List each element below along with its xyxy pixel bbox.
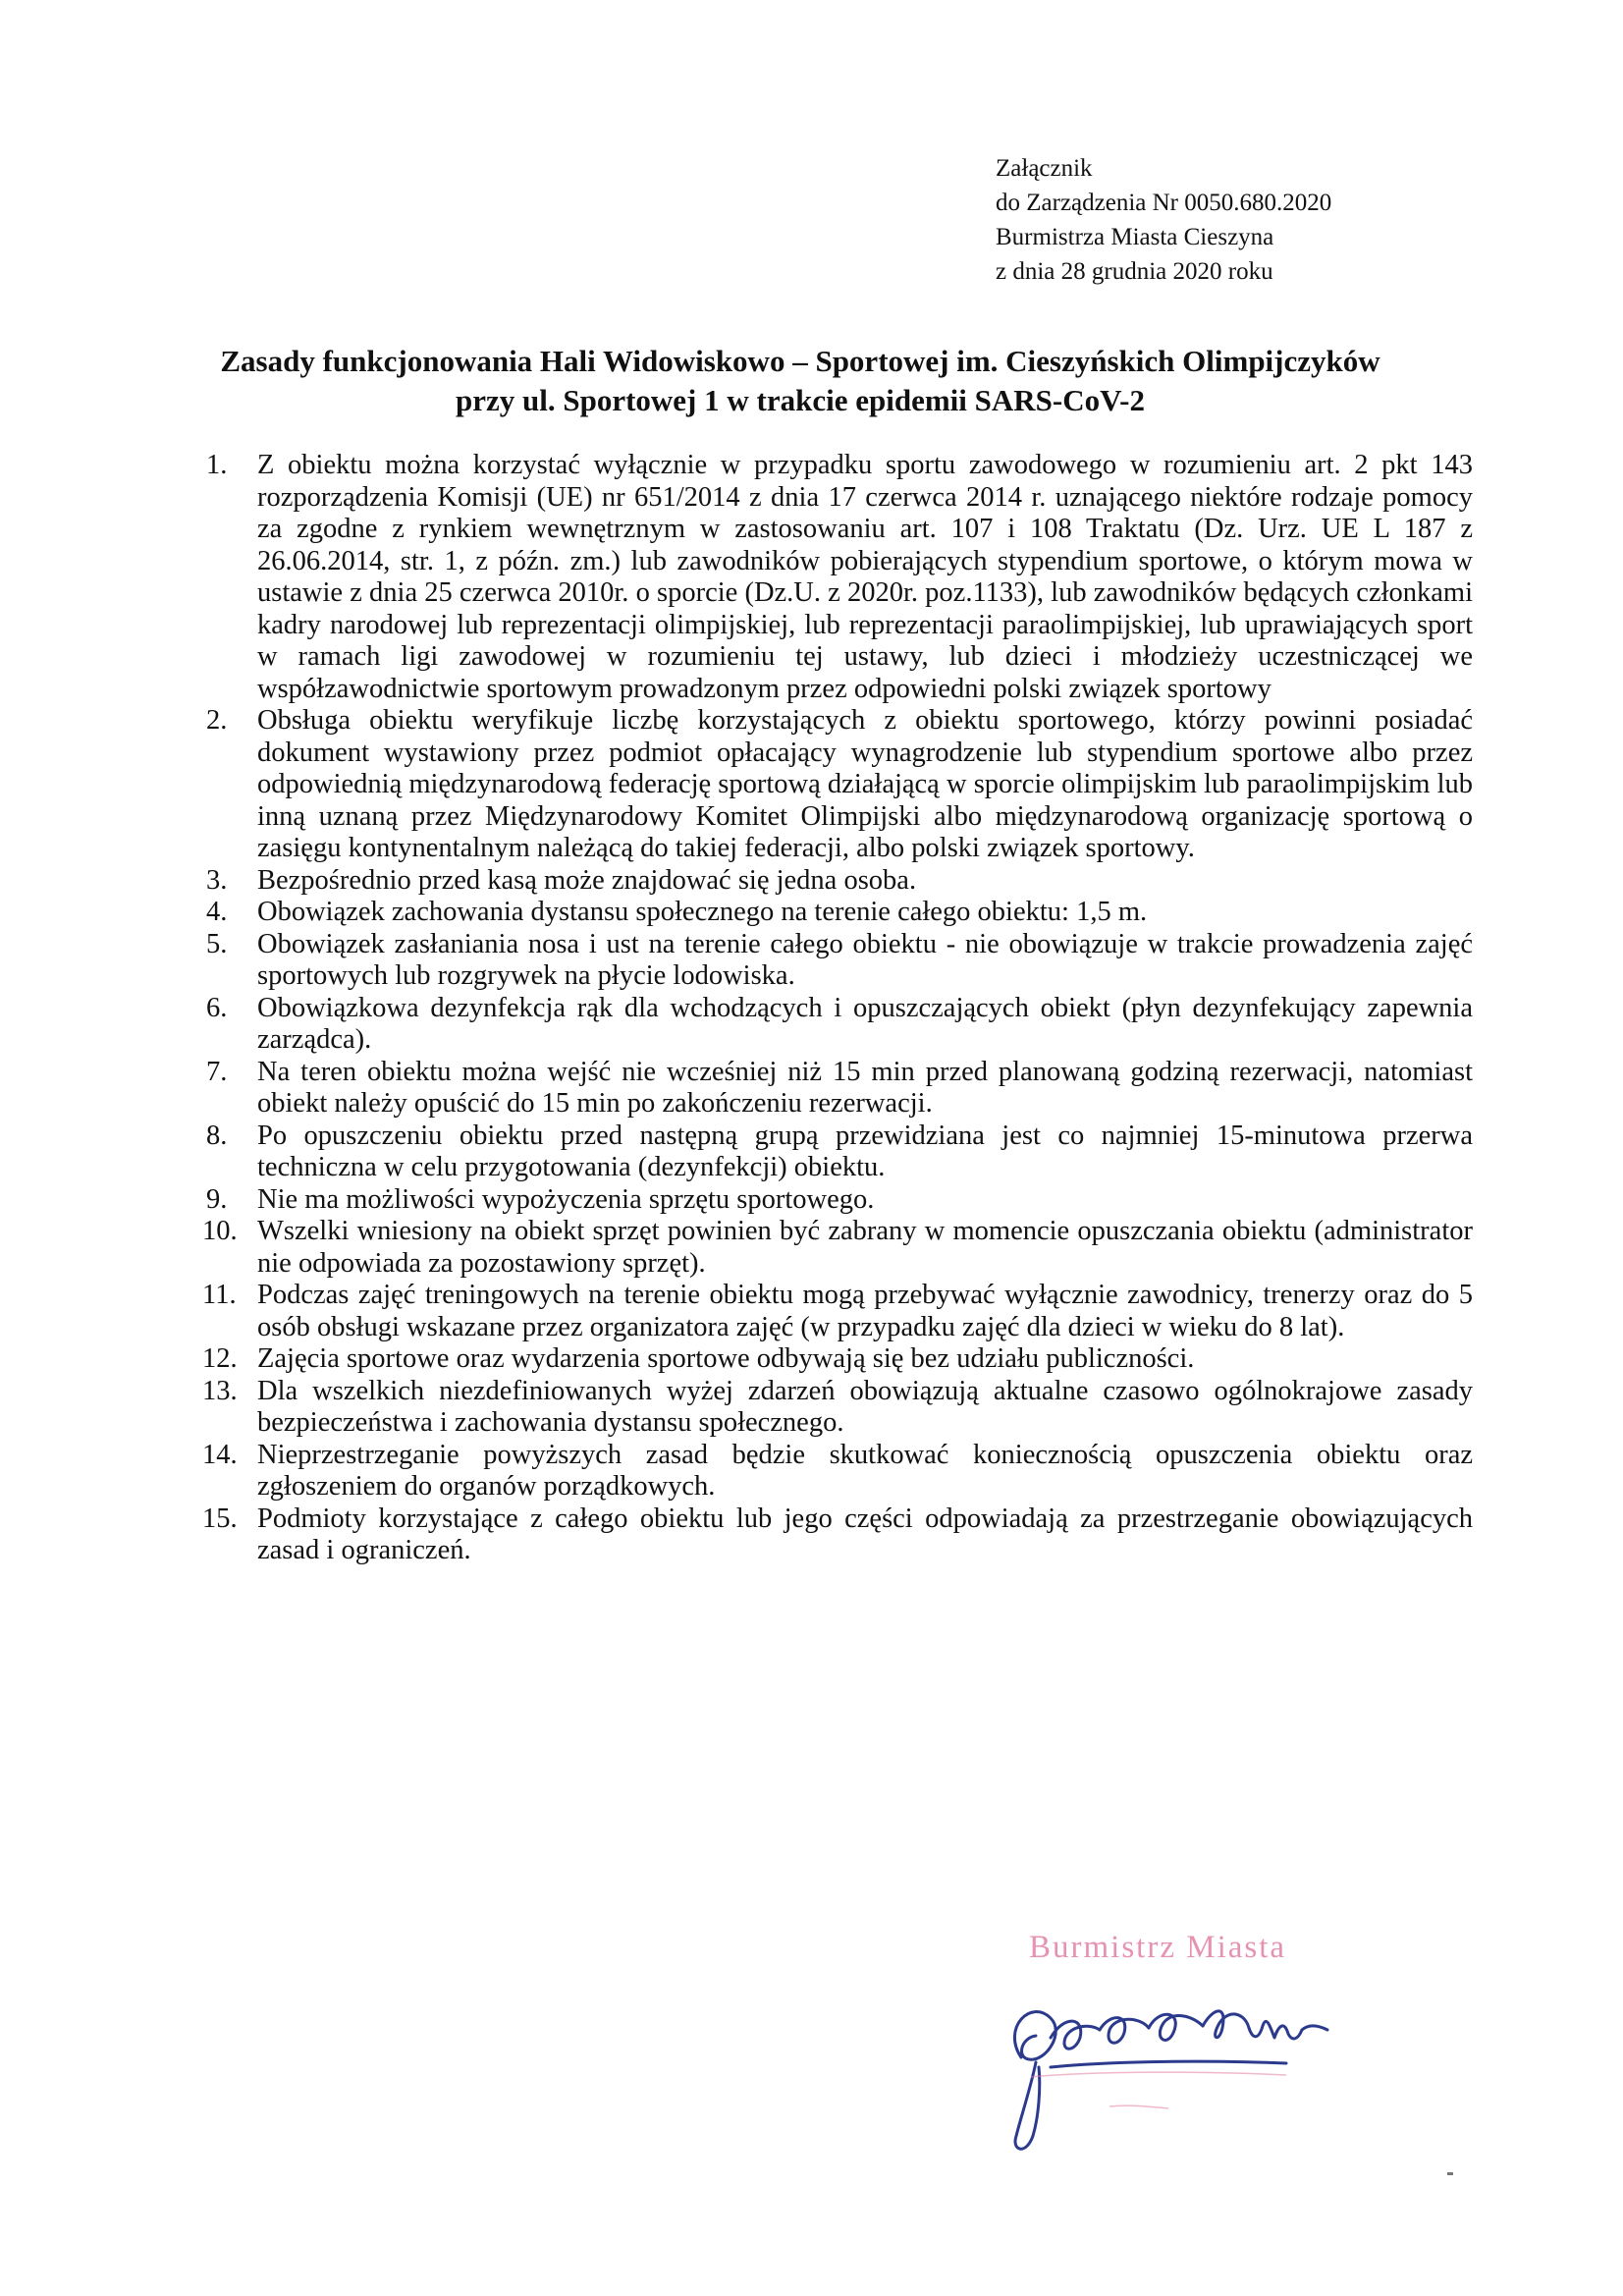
attachment-header xyxy=(996,151,1331,289)
rule-number: 2. xyxy=(206,705,228,736)
header-line-4: z dnia 28 grudnia 2020 roku xyxy=(996,258,1273,285)
rule-text: Nieprzestrzeganie powyższych zasad będzie skutkować koniecznością opuszczenia obiektu oraz zgłoszeniem do organów porządkowych. xyxy=(257,1439,1473,1502)
rule-number: 5. xyxy=(206,928,228,959)
signature-area xyxy=(992,1930,1365,2165)
rule-item xyxy=(202,1503,1473,1567)
rule-item xyxy=(202,1216,1473,1280)
rule-item xyxy=(206,705,1473,865)
rule-item xyxy=(202,1343,1473,1376)
rule-text: Obowiązek zasłaniania nosa i ust na terenie całego obiektu - nie obowiązuje w trakcie prowadzenia zajęć sportowych lub rozgrywek na płycie lodowiska. xyxy=(257,928,1473,991)
rule-text: Podczas zajęć treningowych na terenie obiektu mogą przebywać wyłącznie zawodnicy, trenerzy oraz do 5 osób obsługi wskazane przez organizatora zajęć (w przypadku zajęć dla dzieci w wieku do 8 lat). xyxy=(257,1280,1473,1342)
rule-item xyxy=(206,865,1473,898)
rules-list xyxy=(202,450,1473,1567)
rule-text: Na teren obiektu można wejść nie wcześniej niż 15 min przed planowaną godziną rezerwacji, natomiast obiekt należy opuścić do 15 min po zakończeniu rezerwacji. xyxy=(257,1056,1473,1119)
rule-text: Z obiektu można korzystać wyłącznie w przypadku sportu zawodowego w rozumieniu art. 2 pkt 143 rozporządzenia Komisji (UE) nr 651/2014 z dnia 17 czerwca 2014 r. uznającego niektóre rodzaje pomocy za zgodne z rynkiem wewnętrznym w zastosowaniu art. 107 i 108 Traktatu (Dz. Urz. UE L 187 z 26.06.2014, str. 1, z późn. zm.) lub zawodników pobierających stypendium sportowe, o którym mowa w ustawie z dnia 25 czerwca 2010r. o sporcie (Dz.U. z 2020r. poz.1133), lub zawodników będących członkami kadry narodowej lub reprezentacji olimpijskiej, lub reprezentacji paraolimpijskiej, lub uprawiających sport w ramach ligi zawodowej w rozumieniu tej ustawy, lub dzieci i młodzieży uczestniczącej we współzawodnictwie sportowym prowadzonym przez odpowiedni polski związek sportowy xyxy=(257,450,1473,704)
title-line-2: przy ul. Sportowej 1 w trakcie epidemii SARS-CoV-2 xyxy=(455,383,1146,417)
rule-text: Obsługa obiektu weryfikuje liczbę korzystających z obiektu sportowego, którzy powinni posiadać dokument wystawiony przez podmiot opłacający wynagrodzenie lub stypendium sportowe albo przez odpowiednią międzynarodową federację sportową działającą w sporcie olimpijskim lub paraolimpijskim lub inną uznaną przez Międzynarodowy Komitet Olimpijski albo międzynarodową organizację sportową o zasięgu kontynentalnym należącą do takiej federacji, albo polski związek sportowy. xyxy=(257,705,1473,863)
rule-text: Po opuszczeniu obiektu przed następną grupą przewidziana jest co najmniej 15-minutowa przerwa techniczna w celu przygotowania (dezynfekcji) obiektu. xyxy=(257,1120,1473,1182)
rule-text: Wszelki wniesiony na obiekt sprzęt powinien być zabrany w momencie opuszczania obiektu (administrator nie odpowiada za pozostawiony sprzęt). xyxy=(257,1216,1473,1279)
rule-text: Bezpośrednio przed kasą może znajdować się jedna osoba. xyxy=(257,864,917,896)
rule-item xyxy=(202,1439,1473,1503)
rule-text: Nie ma możliwości wypożyczenia sprzętu sportowego. xyxy=(257,1183,875,1215)
rule-number: 14. xyxy=(202,1439,238,1470)
rule-number: 12. xyxy=(202,1343,238,1374)
rule-text: Podmioty korzystające z całego obiektu lub jego części odpowiadają za przestrzeganie obowiązujących zasad i ograniczeń. xyxy=(257,1503,1473,1565)
header-line-2: do Zarządzenia Nr 0050.680.2020 xyxy=(996,190,1332,216)
rule-number: 13. xyxy=(202,1375,238,1406)
rule-text: Obowiązek zachowania dystansu społecznego na terenie całego obiektu: 1,5 m. xyxy=(257,897,1148,927)
rule-text: Dla wszelkich niezdefiniowanych wyżej zdarzeń obowiązują aktualne czasowo ogólnokrajowe zasady bezpieczeństwa i zachowania dystansu społecznego. xyxy=(257,1375,1473,1438)
rule-number: 11. xyxy=(202,1280,237,1310)
rule-number: 9. xyxy=(206,1183,228,1215)
rule-number: 6. xyxy=(206,992,228,1023)
rule-text: Zajęcia sportowe oraz wydarzenia sportowe odbywają się bez udziału publiczności. xyxy=(257,1343,1195,1374)
rule-item xyxy=(202,1280,1473,1343)
rule-item xyxy=(206,450,1473,705)
scan-mark xyxy=(1447,2172,1453,2175)
rule-item xyxy=(206,1121,1473,1184)
rule-item xyxy=(206,1057,1473,1121)
rule-number: 10. xyxy=(202,1216,238,1246)
header-line-3: Burmistrza Miasta Cieszyna xyxy=(996,224,1274,250)
rule-number: 15. xyxy=(202,1503,238,1534)
rule-number: 1. xyxy=(206,450,228,480)
title-line-1: Zasady funkcjonowania Hali Widowiskowo – Sportowej im. Cieszyńskich Olimpijczyków xyxy=(220,344,1380,378)
mayor-stamp: Burmistrz Miasta xyxy=(1029,1930,1287,1965)
handwritten-signature xyxy=(992,1969,1365,2165)
rule-number: 4. xyxy=(206,897,228,927)
rule-number: 8. xyxy=(206,1120,228,1151)
rule-item xyxy=(206,1184,1473,1217)
rule-number: 7. xyxy=(206,1056,228,1087)
rule-item xyxy=(206,993,1473,1057)
rule-item xyxy=(206,897,1473,929)
rule-text: Obowiązkowa dezynfekcja rąk dla wchodzących i opuszczających obiekt (płyn dezynfekujący zapewnia zarządca). xyxy=(257,992,1473,1055)
rule-item xyxy=(206,929,1473,993)
document-title xyxy=(147,342,1453,420)
rule-number: 3. xyxy=(206,864,228,896)
header-line-1: Załącznik xyxy=(996,155,1093,182)
rule-item xyxy=(202,1375,1473,1440)
